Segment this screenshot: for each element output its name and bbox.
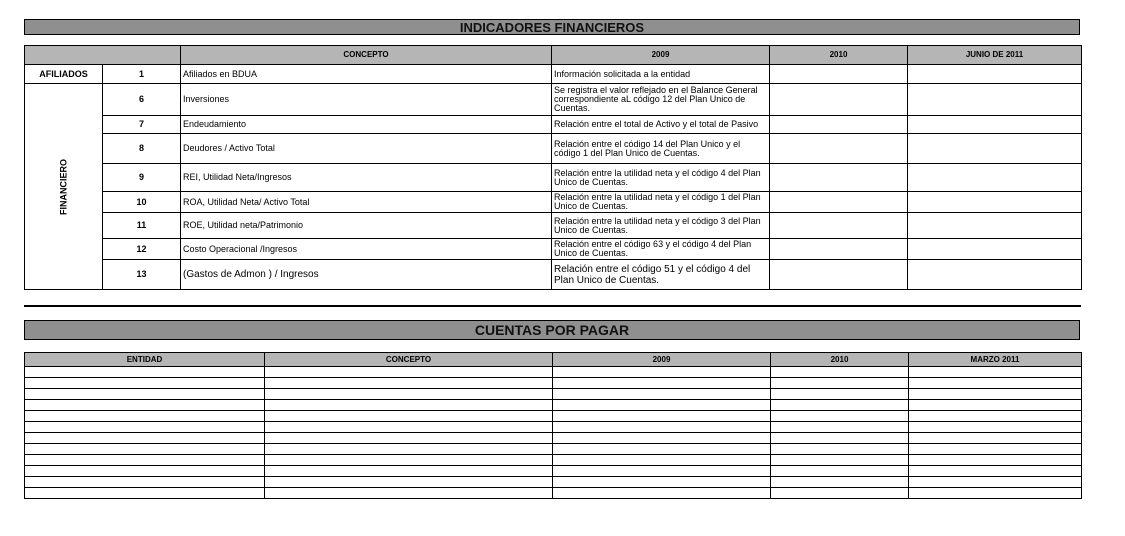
cell-junio-2011[interactable] (908, 192, 1082, 213)
cell[interactable] (553, 466, 771, 477)
cell[interactable] (553, 488, 771, 499)
cell[interactable] (771, 433, 909, 444)
cell-junio-2011[interactable] (908, 116, 1082, 134)
cell[interactable] (265, 466, 553, 477)
cell-2010[interactable] (770, 213, 908, 239)
table-row (25, 411, 1082, 422)
cell[interactable] (909, 378, 1082, 389)
row-concepto: Afiliados en BDUA (181, 65, 552, 84)
row-concepto: Endeudamiento (181, 116, 552, 134)
cell-2010[interactable] (770, 84, 908, 116)
cell[interactable] (771, 488, 909, 499)
row-description: Se registra el valor reflejado en el Balance General correspondiente aL código 12 del Plan Unico de Cuentas. (552, 84, 770, 116)
table-row (25, 116, 1082, 134)
cell[interactable] (771, 444, 909, 455)
table-row (25, 134, 1082, 164)
header-concepto: CONCEPTO (181, 46, 552, 65)
cell[interactable] (25, 411, 265, 422)
cell-2010[interactable] (770, 65, 908, 84)
cell[interactable] (909, 444, 1082, 455)
row-number: 8 (103, 134, 181, 164)
cell[interactable] (909, 488, 1082, 499)
cell[interactable] (553, 389, 771, 400)
table-row (25, 433, 1082, 444)
cell[interactable] (909, 477, 1082, 488)
cell[interactable] (265, 433, 553, 444)
cell[interactable] (909, 411, 1082, 422)
cell[interactable] (25, 433, 265, 444)
header-entidad: ENTIDAD (25, 353, 265, 367)
header-concepto: CONCEPTO (265, 353, 553, 367)
header-empty (25, 46, 181, 65)
row-description: Relación entre el código 63 y el código 4 del Plan Unico de Cuentas. (552, 239, 770, 260)
cell[interactable] (553, 433, 771, 444)
cell-junio-2011[interactable] (908, 213, 1082, 239)
cell-2010[interactable] (770, 116, 908, 134)
header-marzo-2011: MARZO 2011 (909, 353, 1082, 367)
cell[interactable] (25, 477, 265, 488)
cell[interactable] (265, 389, 553, 400)
cell[interactable] (553, 400, 771, 411)
row-number: 12 (103, 239, 181, 260)
cell[interactable] (553, 455, 771, 466)
cell[interactable] (771, 378, 909, 389)
row-number: 9 (103, 164, 181, 192)
row-description: Relación entre el código 51 y el código 4 del Plan Unico de Cuentas. (552, 260, 770, 290)
row-concepto: Inversiones (181, 84, 552, 116)
cell[interactable] (265, 422, 553, 433)
table-row (25, 260, 1082, 290)
cell[interactable] (25, 444, 265, 455)
cell-junio-2011[interactable] (908, 84, 1082, 116)
cuentas-title: CUENTAS POR PAGAR (24, 320, 1080, 340)
row-number: 7 (103, 116, 181, 134)
cell[interactable] (771, 466, 909, 477)
table-row (25, 239, 1082, 260)
cell[interactable] (909, 422, 1082, 433)
cell[interactable] (25, 466, 265, 477)
row-description: Relación entre la utilidad neta y el código 4 del Plan Unico de Cuentas. (552, 164, 770, 192)
cell[interactable] (25, 422, 265, 433)
table-row (25, 378, 1082, 389)
cell[interactable] (771, 477, 909, 488)
table-row (25, 213, 1082, 239)
row-description: Relación entre el código 14 del Plan Unico y el código 1 del Plan Unico de Cuentas. (552, 134, 770, 164)
cell[interactable] (909, 466, 1082, 477)
cell[interactable] (771, 455, 909, 466)
cuentas-table (24, 352, 1082, 499)
indicadores-title: INDICADORES FINANCIEROS (24, 19, 1080, 35)
cell-2010[interactable] (770, 192, 908, 213)
table-row (25, 192, 1082, 213)
cell[interactable] (553, 378, 771, 389)
cell[interactable] (25, 400, 265, 411)
cell[interactable] (265, 455, 553, 466)
row-description: Información solicitada a la entidad (552, 65, 770, 84)
cell-2010[interactable] (770, 239, 908, 260)
row-concepto: ROA, Utilidad Neta/ Activo Total (181, 192, 552, 213)
cell[interactable] (909, 367, 1082, 378)
row-number: 11 (103, 213, 181, 239)
row-description: Relación entre la utilidad neta y el código 1 del Plan Unico de Cuentas. (552, 192, 770, 213)
cell[interactable] (265, 400, 553, 411)
cell-junio-2011[interactable] (908, 134, 1082, 164)
cell-2010[interactable] (770, 164, 908, 192)
cell[interactable] (25, 367, 265, 378)
cell[interactable] (771, 367, 909, 378)
row-number: 1 (103, 65, 181, 84)
table-row (25, 422, 1082, 433)
table-row (25, 466, 1082, 477)
table-row (25, 400, 1082, 411)
cell-2010[interactable] (770, 134, 908, 164)
table-row (25, 488, 1082, 499)
section-divider (24, 305, 1081, 307)
cell[interactable] (553, 367, 771, 378)
table-row (25, 444, 1082, 455)
header-2010: 2010 (771, 353, 909, 367)
cell[interactable] (25, 378, 265, 389)
row-concepto: Costo Operacional /Ingresos (181, 239, 552, 260)
cell[interactable] (771, 389, 909, 400)
cell[interactable] (909, 433, 1082, 444)
row-concepto: Deudores / Activo Total (181, 134, 552, 164)
cell-junio-2011[interactable] (908, 164, 1082, 192)
row-concepto: REI, Utilidad Neta/Ingresos (181, 164, 552, 192)
header-2009: 2009 (553, 353, 771, 367)
cell-junio-2011[interactable] (908, 260, 1082, 290)
table-row (25, 65, 1082, 84)
cell[interactable] (25, 455, 265, 466)
cell-2010[interactable] (770, 260, 908, 290)
cell[interactable] (25, 389, 265, 400)
cell[interactable] (265, 477, 553, 488)
table-row (25, 455, 1082, 466)
cell[interactable] (909, 455, 1082, 466)
table-row (25, 477, 1082, 488)
table-row (25, 84, 1082, 116)
cell[interactable] (771, 411, 909, 422)
indicadores-table (24, 45, 1082, 290)
cell[interactable] (553, 422, 771, 433)
cell[interactable] (771, 400, 909, 411)
table-row (25, 389, 1082, 400)
cell[interactable] (265, 378, 553, 389)
table-row (25, 367, 1082, 378)
row-number: 13 (103, 260, 181, 290)
row-number: 6 (103, 84, 181, 116)
cell-junio-2011[interactable] (908, 65, 1082, 84)
row-concepto: ROE, Utilidad neta/Patrimonio (181, 213, 552, 239)
cell[interactable] (265, 444, 553, 455)
cell[interactable] (265, 367, 553, 378)
cell[interactable] (909, 400, 1082, 411)
cell[interactable] (909, 389, 1082, 400)
group-financiero: FINANCIERO (25, 84, 103, 290)
row-number: 10 (103, 192, 181, 213)
header-2009: 2009 (552, 46, 770, 65)
cell[interactable] (553, 411, 771, 422)
row-description: Relación entre el total de Activo y el total de Pasivo (552, 116, 770, 134)
cell-junio-2011[interactable] (908, 239, 1082, 260)
header-junio-2011: JUNIO DE 2011 (908, 46, 1082, 65)
cell[interactable] (25, 488, 265, 499)
table-row (25, 164, 1082, 192)
row-description: Relación entre la utilidad neta y el código 3 del Plan Unico de Cuentas. (552, 213, 770, 239)
cell[interactable] (265, 411, 553, 422)
cell[interactable] (553, 477, 771, 488)
header-2010: 2010 (770, 46, 908, 65)
group-afiliados: AFILIADOS (25, 65, 103, 84)
cell[interactable] (553, 444, 771, 455)
cell[interactable] (771, 422, 909, 433)
row-concepto: (Gastos de Admon ) / Ingresos (181, 260, 552, 290)
cell[interactable] (265, 488, 553, 499)
